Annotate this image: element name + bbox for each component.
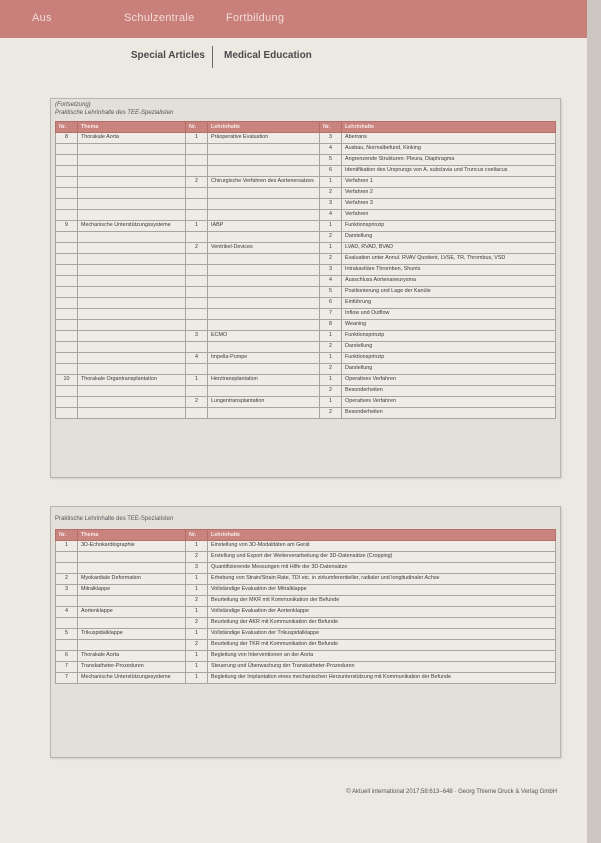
table-cell: Beurteilung der AKR mit Kommunikation der Befunde [208,618,556,629]
table-cell [208,144,320,155]
table-row [56,397,556,408]
table-cell [208,342,320,353]
table-cell [78,199,186,210]
table-cell: Aberrans [342,133,556,144]
table-cell: 3 [56,585,78,596]
table-cell: 4 [56,607,78,618]
table-cell: Lungentransplantation [208,397,320,408]
table1-header-row [56,122,556,133]
table-cell [56,408,78,419]
table-cell: 2 [186,596,208,607]
table-cell [208,287,320,298]
table-cell: Vollständige Evaluation der Trikuspidalklappe [208,629,556,640]
table-cell [56,331,78,342]
table-cell [186,386,208,397]
table-cell: Thorakale Organtransplantation [78,375,186,386]
table-row [56,133,556,144]
table-cell [78,364,186,375]
table-cell [208,320,320,331]
table-cell [186,320,208,331]
table-row [56,408,556,419]
table-cell: 8 [56,133,78,144]
table-cell: Einführung [342,298,556,309]
table-cell: Begleitung der Implantation eines mechanischen Herzunterstützung mit Kommunikation der Befunde [208,673,556,684]
table-cell: 9 [56,221,78,232]
table-cell [186,155,208,166]
table-row [56,541,556,552]
table-cell [56,364,78,375]
table-cell [186,364,208,375]
table2-box [50,506,561,758]
table-cell: 2 [320,188,342,199]
table-row [56,144,556,155]
table-cell [208,309,320,320]
table-cell: 2 [186,177,208,188]
table-cell: 1 [320,397,342,408]
table-row [56,309,556,320]
table-row [56,254,556,265]
table-cell [186,144,208,155]
table-cell: 2 [186,640,208,651]
category-divider [212,46,213,68]
table-cell: Begleitung von Interventionen an der Aorta [208,651,556,662]
table-row [56,364,556,375]
table-cell [78,353,186,364]
table2-caption: Praktische Lehrinhalte des TEE-Spezialisten [55,516,174,522]
table-cell: 1 [320,243,342,254]
table-row [56,386,556,397]
table-cell: Darstellung [342,232,556,243]
table-cell: 6 [56,651,78,662]
table-row [56,673,556,684]
table2-header-row [56,530,556,541]
table-cell: 2 [320,254,342,265]
table-cell: 4 [320,276,342,287]
table-cell [78,287,186,298]
table-row [56,166,556,177]
table-cell [208,199,320,210]
header-tab-2: Schulzentrale [124,12,195,24]
table-cell: 1 [186,629,208,640]
table-cell: Weaning [342,320,556,331]
table-cell: Darstellung [342,364,556,375]
table-cell [56,287,78,298]
category-bar [0,46,601,70]
table-cell [56,563,78,574]
table-row [56,298,556,309]
table-row [56,320,556,331]
table-cell: 7 [56,662,78,673]
table-cell: 1 [186,607,208,618]
table1 [55,121,556,419]
table-cell [56,618,78,629]
table-cell: 8 [320,320,342,331]
table-cell: Inflow und Outflow [342,309,556,320]
table-cell: 3 [320,199,342,210]
table-cell: Erstellung und Export der Weiterverarbeitung der 3D-Datensätze (Cropping) [208,552,556,563]
column-header: Nr. [186,530,208,541]
table-cell: 2 [186,243,208,254]
table-cell [186,265,208,276]
table-cell [78,276,186,287]
table-cell [208,232,320,243]
table-cell: Aortenklappe [78,607,186,618]
table-row [56,607,556,618]
table-cell: Transkatheter-Prozeduren [78,662,186,673]
table-row [56,574,556,585]
table-cell [78,386,186,397]
table-cell: 5 [320,155,342,166]
table-cell [78,397,186,408]
table-cell [56,243,78,254]
table-cell: 3 [320,265,342,276]
page-edge [587,0,601,843]
table-cell: IABP [208,221,320,232]
table-cell [56,199,78,210]
table-row [56,618,556,629]
table-row [56,375,556,386]
table-cell: 7 [320,309,342,320]
table-row [56,199,556,210]
table-cell [56,596,78,607]
table-cell [56,166,78,177]
table-cell: Steuerung und Überwachung der Transkatheter-Prozeduren [208,662,556,673]
column-header: Nr. [56,530,78,541]
table-row [56,585,556,596]
table-cell: 1 [320,221,342,232]
table-cell: Thorakale Aorta [78,651,186,662]
table-cell: 3 [320,133,342,144]
table-cell: Operatives Verfahren [342,375,556,386]
table-cell [78,640,186,651]
table-cell [186,254,208,265]
table-cell: 1 [186,133,208,144]
table-cell: Präoperative Evaluation [208,133,320,144]
table-cell: 1 [320,177,342,188]
table-cell: Verfahren 2 [342,188,556,199]
table-cell: 1 [186,585,208,596]
table-cell: Vollständige Evaluation der Mitralklappe [208,585,556,596]
table-cell: 1 [186,574,208,585]
table-cell: LVAD, RVAD, BVAD [342,243,556,254]
table-row [56,287,556,298]
table1-caption-continued: (Fortsetzung) [55,102,91,108]
table-cell [78,155,186,166]
table-cell: 2 [320,232,342,243]
table-cell: ECMO [208,331,320,342]
table-row [56,210,556,221]
table-cell: Quantifizierende Messungen mit Hilfe der 3D-Datensätze [208,563,556,574]
table-cell: 2 [56,574,78,585]
table-cell: Funktionsprinzip [342,331,556,342]
table-cell [56,320,78,331]
table-cell: Impella-Pumpe [208,353,320,364]
table-cell: 1 [320,353,342,364]
table-cell [208,265,320,276]
copyright-line: © Aktuell international 2017;58:613–648 · Georg Thieme Druck & Verlag GmbH [346,789,557,795]
table-cell: Ausschluss Aortenaneurysma [342,276,556,287]
table-cell: Mechanische Unterstützungssysteme [78,673,186,684]
table-cell: 6 [320,166,342,177]
table-row [56,353,556,364]
table-cell: 2 [186,552,208,563]
table-cell [78,144,186,155]
table-cell [186,232,208,243]
table-cell: 1 [186,221,208,232]
table-cell: 6 [320,298,342,309]
table-cell [56,188,78,199]
table-cell: 1 [320,331,342,342]
table-cell: 1 [186,651,208,662]
table-cell [78,563,186,574]
table-row [56,188,556,199]
table-cell [208,298,320,309]
table-cell [208,364,320,375]
table-row [56,640,556,651]
table-cell [56,397,78,408]
table-cell: 3 [186,563,208,574]
table-cell: Chirurgische Verfahren des Aortenersatzes [208,177,320,188]
table-cell [78,596,186,607]
table-cell [78,188,186,199]
table-cell [186,199,208,210]
table-cell [78,243,186,254]
table-cell: 4 [186,353,208,364]
table-cell [56,144,78,155]
table-cell: Positionierung und Lage der Kanüle [342,287,556,298]
table-cell: 1 [320,375,342,386]
table-cell: 10 [56,375,78,386]
table-cell [78,408,186,419]
table-row [56,265,556,276]
header-tab-3: Fortbildung [226,12,285,24]
column-header: Thema [78,122,186,133]
table-cell: Angrenzende Strukturen: Pleura, Diaphragma [342,155,556,166]
table-cell: 1 [186,673,208,684]
table-cell [186,188,208,199]
table-cell [208,210,320,221]
table-cell [186,342,208,353]
table-cell [186,309,208,320]
table-cell [78,298,186,309]
table-cell [56,342,78,353]
table-cell: Trikuspidalklappe [78,629,186,640]
table-cell [208,166,320,177]
table-cell: 1 [186,375,208,386]
table-cell: Verfahren 3 [342,199,556,210]
table-cell [78,342,186,353]
column-header: Lehrinhalte [208,530,556,541]
table-row [56,221,556,232]
table-cell: Herztransplantation [208,375,320,386]
table-cell [208,276,320,287]
table-cell: Myokardiale Deformation [78,574,186,585]
table-row [56,331,556,342]
column-header: Nr. [320,122,342,133]
table-cell: 5 [320,287,342,298]
table-row [56,177,556,188]
table-row [56,629,556,640]
table-cell: Verfahren 1 [342,177,556,188]
table-cell [56,254,78,265]
table-cell: 2 [320,364,342,375]
table-cell: 4 [320,210,342,221]
table-cell: Erhebung von Strain/Strain Rate, TDI etc. in zirkumferentieller, radialer und longitudinaler Achse [208,574,556,585]
table-cell: Operatives Verfahren [342,397,556,408]
table-cell: Funktionsprinzip [342,353,556,364]
table-row [56,651,556,662]
table-cell [56,155,78,166]
table-cell [208,155,320,166]
table-row [56,243,556,254]
table-cell: Vollständige Evaluation der Aortenklappe [208,607,556,618]
table-cell: 2 [186,397,208,408]
table-cell: Ausbau, Normalbefund, Kinking [342,144,556,155]
table-cell [78,166,186,177]
table-cell: 1 [186,662,208,673]
table-cell: Thorakale Aorta [78,133,186,144]
category-left: Special Articles [130,50,205,61]
table-cell [186,166,208,177]
table-cell [186,408,208,419]
table-cell: 5 [56,629,78,640]
table-cell: Beurteilung der MKR mit Kommunikation der Befunde [208,596,556,607]
table-cell [56,298,78,309]
column-header: Lehrinhalte [208,122,320,133]
table-row [56,232,556,243]
table-row [56,552,556,563]
header-tab-1: Aus [32,12,52,24]
table-cell [78,177,186,188]
table-cell [56,232,78,243]
column-header: Lehrinhalte [342,122,556,133]
table-cell [78,320,186,331]
table-cell [186,210,208,221]
table-cell: Beurteilung der TKR mit Kommunikation der Befunde [208,640,556,651]
table-cell: 7 [56,673,78,684]
table-cell [208,386,320,397]
table2 [55,529,556,684]
column-header: Thema [78,530,186,541]
table-cell: Mitralklappe [78,585,186,596]
table-cell: Besonderheiten [342,386,556,397]
table-cell [78,232,186,243]
table-cell [78,265,186,276]
table-cell [78,618,186,629]
table-cell [208,254,320,265]
table-cell [186,298,208,309]
table-cell: 3 [186,331,208,342]
table-cell: 3D-Echokardiographie [78,541,186,552]
category-right: Medical Education [224,50,312,61]
table-cell: Intrakavitäre Thromben, Shunts [342,265,556,276]
table-cell: Darstellung [342,342,556,353]
table-cell: Funktionsprinzip [342,221,556,232]
table-cell: Besonderheiten [342,408,556,419]
table-cell: Evaluation unter Annul. RVAV Quotient, LVSE, TR, Thrombus, VSD [342,254,556,265]
table-cell: 1 [186,541,208,552]
table1-caption: Praktische Lehrinhalte des TEE-Spezialisten [55,110,174,116]
column-header: Nr. [186,122,208,133]
table1-box [50,98,561,478]
table-cell: 4 [320,144,342,155]
table-row [56,596,556,607]
table-cell: Verfahren [342,210,556,221]
table-cell [208,188,320,199]
table-row [56,276,556,287]
table-cell: Ventrikel-Devices [208,243,320,254]
table-row [56,155,556,166]
table-cell [208,408,320,419]
table-cell [78,210,186,221]
table-cell [186,287,208,298]
header-band [0,0,601,38]
table-cell [56,276,78,287]
table-cell [186,276,208,287]
table-cell [56,210,78,221]
table-cell [78,309,186,320]
table-row [56,662,556,673]
table-cell [56,552,78,563]
table-cell: 1 [56,541,78,552]
table-cell: Mechanische Unterstützungssysteme [78,221,186,232]
table-cell: 2 [320,386,342,397]
table-cell: 2 [320,408,342,419]
table-cell [56,640,78,651]
table-cell: Einstellung von 3D-Modalitäten am Gerät [208,541,556,552]
table-cell [56,177,78,188]
table-cell: Identifikation des Ursprungs von A. subclavia und Truncus coeliacus [342,166,556,177]
table-cell [78,331,186,342]
table-cell: 2 [186,618,208,629]
table-row [56,563,556,574]
table-cell [78,254,186,265]
table-cell [56,353,78,364]
table-cell [56,309,78,320]
table-cell [56,386,78,397]
table-cell [78,552,186,563]
table-cell [56,265,78,276]
table-cell: 2 [320,342,342,353]
table-row [56,342,556,353]
column-header: Nr. [56,122,78,133]
